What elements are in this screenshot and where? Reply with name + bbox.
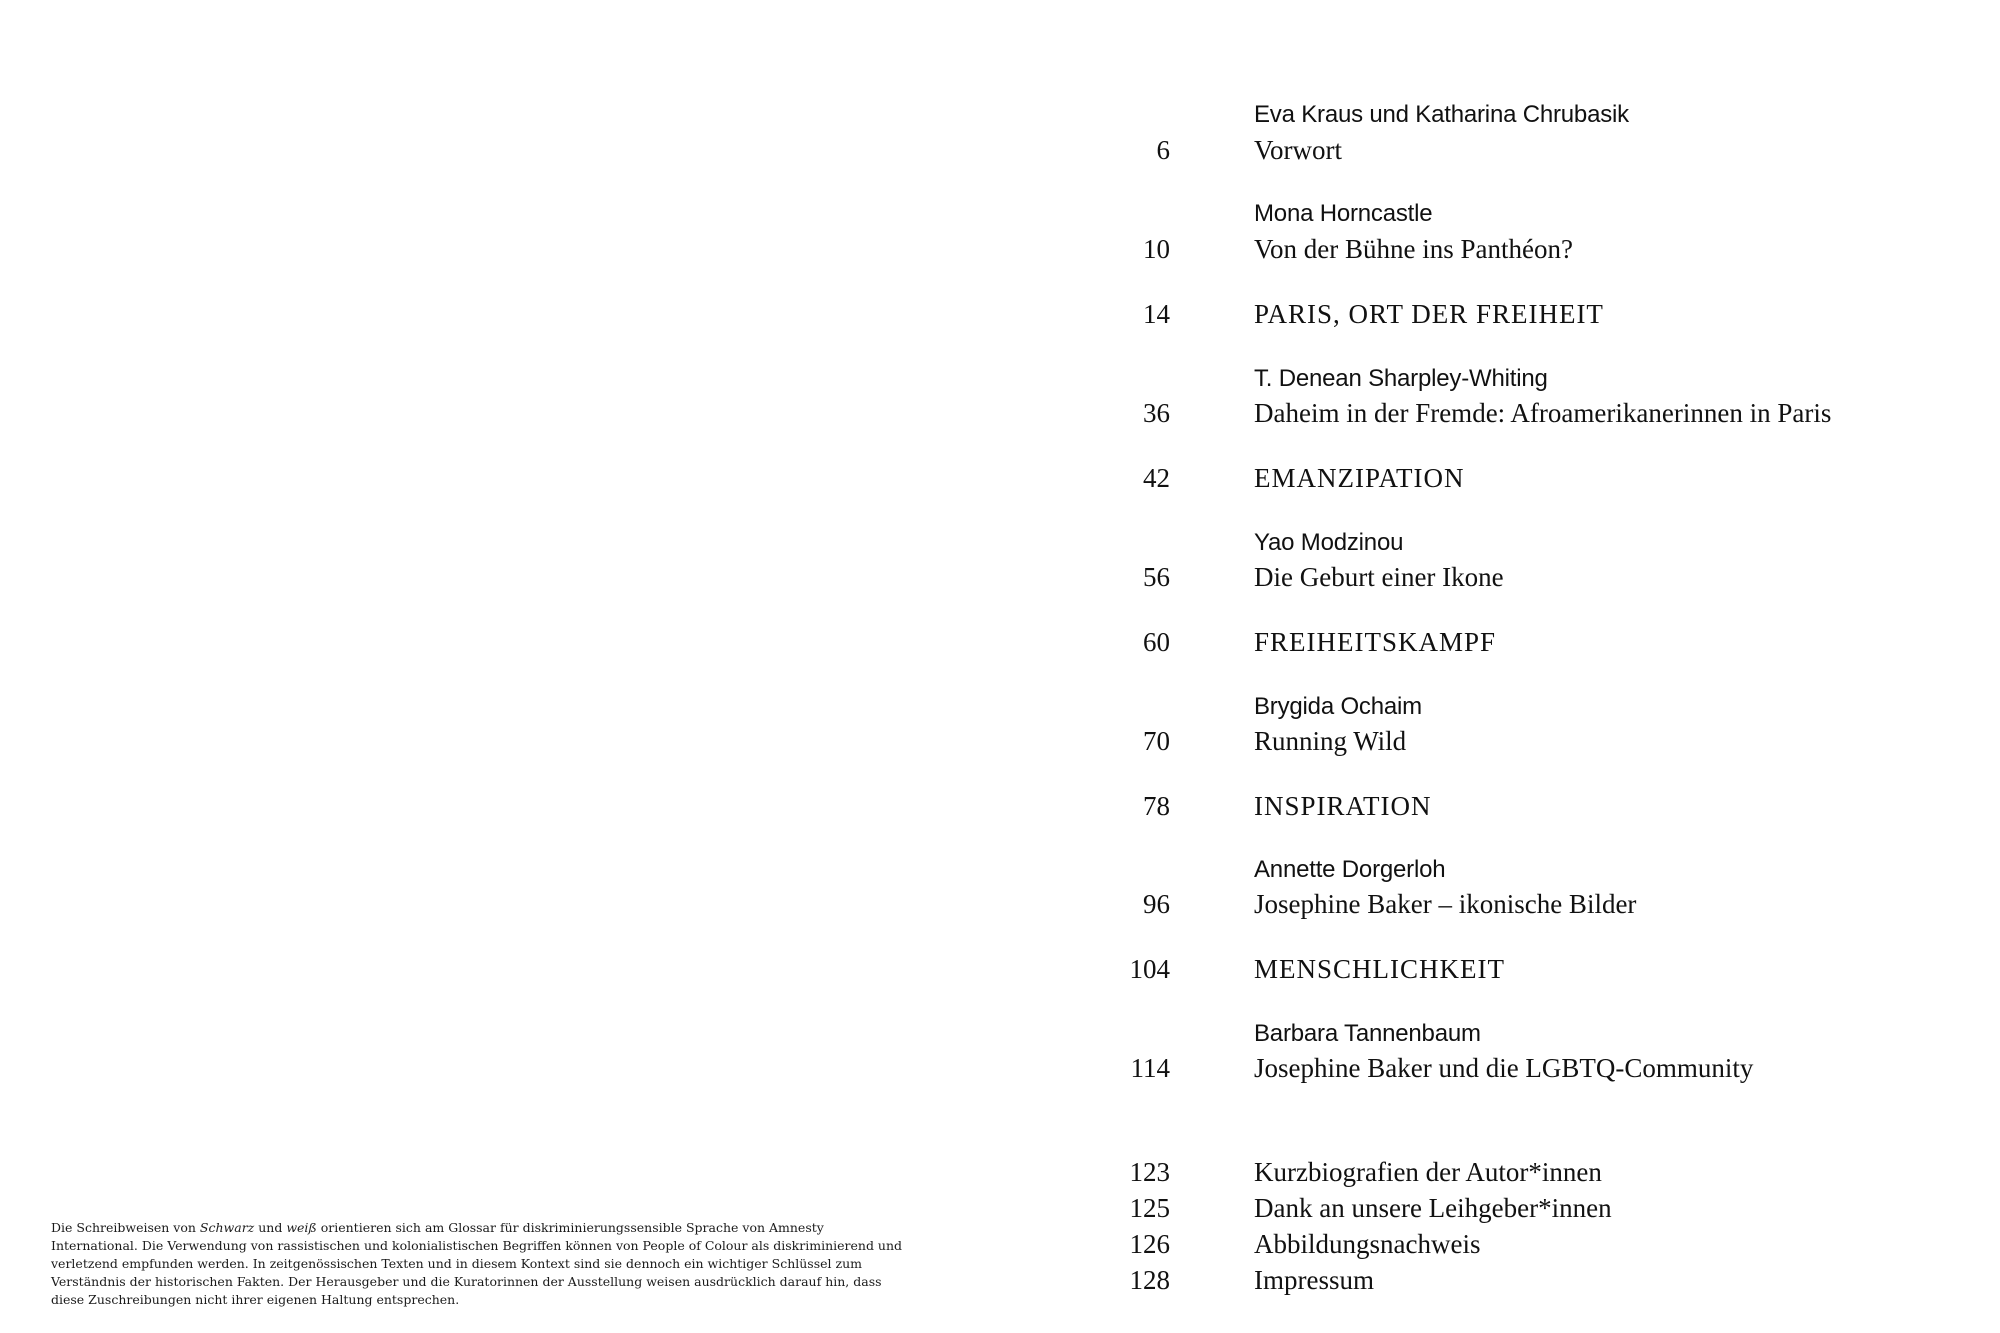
toc-page-number: 128 [1129,1265,1170,1295]
footnote-part1: Die Schreibweisen von [51,1220,200,1235]
toc-title: Kurzbiografien der Autor*innen [1254,1157,1602,1187]
toc-section-title: INSPIRATION [1254,791,1432,821]
toc-title: Die Geburt einer Ikone [1254,562,1504,592]
toc-page-number: 70 [1143,726,1170,756]
toc-author: Yao Modzinou [1254,529,1404,556]
toc-title: Von der Bühne ins Panthéon? [1254,234,1573,264]
footnote-italic-weiss: weiß [286,1220,317,1235]
toc-section-title: EMANZIPATION [1254,463,1465,493]
toc-page-number: 42 [1143,463,1170,493]
toc-author: Brygida Ochaim [1254,693,1422,720]
toc-section-title: PARIS, ORT DER FREIHEIT [1254,299,1604,329]
toc-page-number: 60 [1143,627,1170,657]
toc-page-number: 114 [1130,1053,1170,1083]
toc-title: Running Wild [1254,726,1407,756]
footnote-part2: und [254,1220,287,1235]
toc-section-title: MENSCHLICHKEIT [1254,954,1505,984]
toc-page-number: 126 [1129,1229,1170,1259]
toc-title: Impressum [1254,1265,1374,1295]
toc-author: Eva Kraus und Katharina Chrubasik [1254,101,1629,128]
toc-page-number: 36 [1143,398,1170,428]
toc-title: Josephine Baker und die LGBTQ-Community [1254,1053,1754,1083]
toc-page-number: 56 [1143,562,1170,592]
toc-page-number: 10 [1143,234,1170,264]
toc-page-number: 123 [1129,1157,1170,1187]
toc-author: Barbara Tannenbaum [1254,1020,1481,1047]
toc-author: T. Denean Sharpley-Whiting [1254,365,1548,392]
toc-author: Annette Dorgerloh [1254,856,1446,883]
toc-title: Dank an unsere Leihgeber*innen [1254,1193,1612,1223]
toc-page-number: 78 [1143,791,1170,821]
toc-page-number: 96 [1143,889,1170,919]
footnote-italic-schwarz: Schwarz [199,1220,255,1235]
footnote-part3: orientieren sich am Glossar für diskriminierungssensible Sprache von Amnesty International. Die Verwendung von rassistischen und kolonialistischen Begriffen können von People of Colour als diskriminierend und verletzend empfunden werden. In zeitgenössischen Texten und in diesem Kontext sind sie dennoch ein wichtiger Schlüssel zum Verständnis der historischen Fakten. Der Herausgeber und die Kuratorinnen der Ausstellung weisen ausdrücklich darauf hin, dass diese Zuschreibungen nicht ihrer eigenen Haltung entsprechen. [51,1220,903,1307]
toc-page-number: 14 [1143,299,1170,329]
toc-title: Daheim in der Fremde: Afroamerikanerinnen in Paris [1254,398,1832,428]
toc-page-number: 6 [1156,135,1170,165]
toc-page-number: 125 [1129,1193,1170,1223]
toc-title: Vorwort [1254,135,1343,165]
toc-title: Abbildungsnachweis [1254,1229,1481,1259]
toc-page-number: 104 [1129,954,1170,984]
toc-author: Mona Horncastle [1254,200,1433,227]
toc-section-title: FREIHEITSKAMPF [1254,627,1497,657]
toc-title: Josephine Baker – ikonische Bilder [1254,889,1637,919]
